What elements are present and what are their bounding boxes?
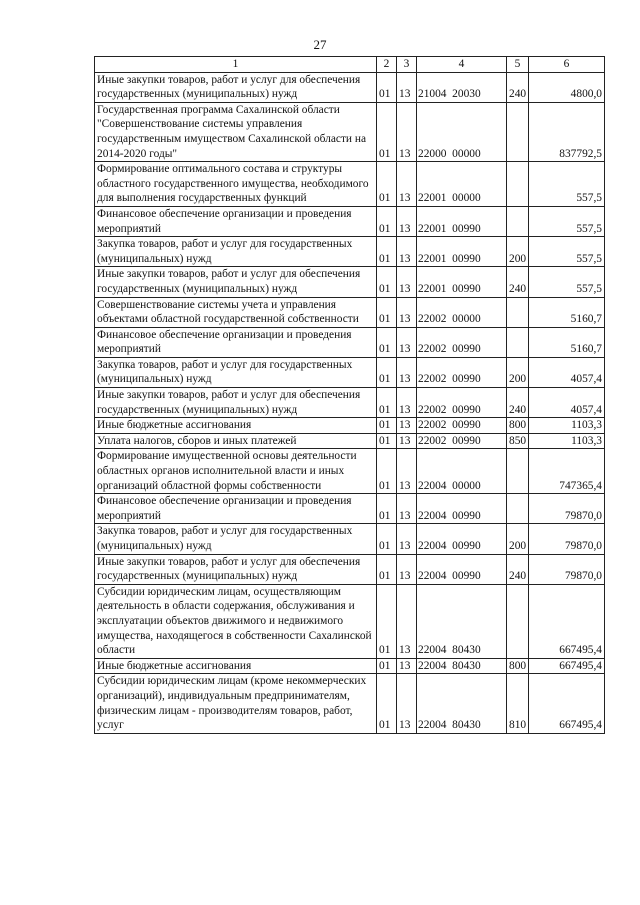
subsection-code: 13 bbox=[397, 658, 417, 674]
column-header: 1 bbox=[95, 57, 377, 73]
subsection-code: 13 bbox=[397, 674, 417, 733]
amount: 5160,7 bbox=[529, 297, 605, 327]
column-header: 5 bbox=[507, 57, 529, 73]
target-item-code: 22004 00990 bbox=[417, 554, 507, 584]
expense-type-code bbox=[507, 584, 529, 658]
target-item-code: 22001 00990 bbox=[417, 267, 507, 297]
row-description: Закупка товаров, работ и услуг для государственных (муниципальных) нужд bbox=[95, 524, 377, 554]
amount: 557,5 bbox=[529, 237, 605, 267]
target-item-code: 22002 00990 bbox=[417, 433, 507, 449]
subsection-code: 13 bbox=[397, 327, 417, 357]
target-item-code: 22001 00990 bbox=[417, 237, 507, 267]
amount: 557,5 bbox=[529, 267, 605, 297]
expense-type-code: 800 bbox=[507, 418, 529, 434]
subsection-code: 13 bbox=[397, 524, 417, 554]
table-row bbox=[95, 658, 605, 674]
table-row bbox=[95, 327, 605, 357]
subsection-code: 13 bbox=[397, 206, 417, 236]
expense-type-code: 240 bbox=[507, 267, 529, 297]
row-description: Государственная программа Сахалинской области "Совершенствование системы управления государственным имуществом Сахалинской области на 2014-2020 годы" bbox=[95, 102, 377, 161]
amount: 667495,4 bbox=[529, 674, 605, 733]
expense-type-code bbox=[507, 449, 529, 494]
section-code: 01 bbox=[377, 267, 397, 297]
expense-type-code bbox=[507, 494, 529, 524]
section-code: 01 bbox=[377, 674, 397, 733]
target-item-code: 22004 80430 bbox=[417, 584, 507, 658]
section-code: 01 bbox=[377, 327, 397, 357]
row-description: Уплата налогов, сборов и иных платежей bbox=[95, 433, 377, 449]
row-description: Финансовое обеспечение организации и проведения мероприятий bbox=[95, 327, 377, 357]
subsection-code: 13 bbox=[397, 357, 417, 387]
table-row bbox=[95, 524, 605, 554]
table-row bbox=[95, 494, 605, 524]
section-code: 01 bbox=[377, 418, 397, 434]
target-item-code: 22004 00000 bbox=[417, 449, 507, 494]
amount: 4057,4 bbox=[529, 357, 605, 387]
row-description: Иные закупки товаров, работ и услуг для обеспечения государственных (муниципальных) нужд bbox=[95, 554, 377, 584]
target-item-code: 22002 00000 bbox=[417, 297, 507, 327]
table-row bbox=[95, 267, 605, 297]
subsection-code: 13 bbox=[397, 102, 417, 161]
row-description: Закупка товаров, работ и услуг для государственных (муниципальных) нужд bbox=[95, 237, 377, 267]
column-header: 4 bbox=[417, 57, 507, 73]
table-row bbox=[95, 297, 605, 327]
target-item-code: 22004 00990 bbox=[417, 494, 507, 524]
target-item-code: 22004 00990 bbox=[417, 524, 507, 554]
expense-type-code: 810 bbox=[507, 674, 529, 733]
section-code: 01 bbox=[377, 72, 397, 102]
subsection-code: 13 bbox=[397, 267, 417, 297]
expense-type-code bbox=[507, 327, 529, 357]
row-description: Иные закупки товаров, работ и услуг для обеспечения государственных (муниципальных) нужд bbox=[95, 267, 377, 297]
amount: 4800,0 bbox=[529, 72, 605, 102]
table-row bbox=[95, 449, 605, 494]
subsection-code: 13 bbox=[397, 418, 417, 434]
subsection-code: 13 bbox=[397, 449, 417, 494]
section-code: 01 bbox=[377, 206, 397, 236]
expense-type-code: 240 bbox=[507, 72, 529, 102]
section-code: 01 bbox=[377, 433, 397, 449]
table-row bbox=[95, 433, 605, 449]
column-header: 6 bbox=[529, 57, 605, 73]
row-description: Формирование оптимального состава и структуры областного государственного имущества, необходимого для выполнения государственных функций bbox=[95, 162, 377, 207]
amount: 747365,4 bbox=[529, 449, 605, 494]
target-item-code: 22004 80430 bbox=[417, 674, 507, 733]
expense-type-code bbox=[507, 162, 529, 207]
subsection-code: 13 bbox=[397, 554, 417, 584]
expense-type-code bbox=[507, 206, 529, 236]
amount: 837792,5 bbox=[529, 102, 605, 161]
section-code: 01 bbox=[377, 584, 397, 658]
section-code: 01 bbox=[377, 494, 397, 524]
row-description: Иные закупки товаров, работ и услуг для обеспечения государственных (муниципальных) нужд bbox=[95, 72, 377, 102]
subsection-code: 13 bbox=[397, 494, 417, 524]
subsection-code: 13 bbox=[397, 162, 417, 207]
amount: 557,5 bbox=[529, 162, 605, 207]
subsection-code: 13 bbox=[397, 237, 417, 267]
expense-type-code: 240 bbox=[507, 388, 529, 418]
column-header: 3 bbox=[397, 57, 417, 73]
amount: 1103,3 bbox=[529, 418, 605, 434]
expense-type-code bbox=[507, 102, 529, 161]
row-description: Субсидии юридическим лицам, осуществляющим деятельность в области содержания, обслуживания и эксплуатации объектов движимого и недвижимого имущества, находящегося в собственности Сахалинской области bbox=[95, 584, 377, 658]
section-code: 01 bbox=[377, 357, 397, 387]
subsection-code: 13 bbox=[397, 388, 417, 418]
section-code: 01 bbox=[377, 554, 397, 584]
section-code: 01 bbox=[377, 297, 397, 327]
section-code: 01 bbox=[377, 658, 397, 674]
target-item-code: 22000 00000 bbox=[417, 102, 507, 161]
expense-type-code: 240 bbox=[507, 554, 529, 584]
table-row bbox=[95, 418, 605, 434]
subsection-code: 13 bbox=[397, 433, 417, 449]
amount: 79870,0 bbox=[529, 554, 605, 584]
section-code: 01 bbox=[377, 237, 397, 267]
amount: 1103,3 bbox=[529, 433, 605, 449]
expense-type-code bbox=[507, 297, 529, 327]
subsection-code: 13 bbox=[397, 297, 417, 327]
row-description: Субсидии юридическим лицам (кроме некоммерческих организаций), индивидуальным предпринимателям, физическим лицам - производителям товаров, работ, услуг bbox=[95, 674, 377, 733]
target-item-code: 22001 00990 bbox=[417, 206, 507, 236]
expense-type-code: 200 bbox=[507, 237, 529, 267]
expense-type-code: 850 bbox=[507, 433, 529, 449]
target-item-code: 22001 00000 bbox=[417, 162, 507, 207]
subsection-code: 13 bbox=[397, 584, 417, 658]
amount: 557,5 bbox=[529, 206, 605, 236]
subsection-code: 13 bbox=[397, 72, 417, 102]
target-item-code: 22002 00990 bbox=[417, 418, 507, 434]
amount: 5160,7 bbox=[529, 327, 605, 357]
row-description: Иные бюджетные ассигнования bbox=[95, 658, 377, 674]
row-description: Финансовое обеспечение организации и проведения мероприятий bbox=[95, 494, 377, 524]
amount: 667495,4 bbox=[529, 584, 605, 658]
budget-table bbox=[94, 56, 605, 734]
table-row bbox=[95, 584, 605, 658]
expense-type-code: 800 bbox=[507, 658, 529, 674]
row-description: Закупка товаров, работ и услуг для государственных (муниципальных) нужд bbox=[95, 357, 377, 387]
table-row bbox=[95, 206, 605, 236]
target-item-code: 22002 00990 bbox=[417, 388, 507, 418]
table-body bbox=[95, 72, 605, 733]
row-description: Совершенствование системы учета и управления объектами областной государственной собственности bbox=[95, 297, 377, 327]
amount: 4057,4 bbox=[529, 388, 605, 418]
amount: 79870,0 bbox=[529, 524, 605, 554]
table-header-row bbox=[95, 57, 605, 73]
amount: 79870,0 bbox=[529, 494, 605, 524]
expense-type-code: 200 bbox=[507, 357, 529, 387]
table-row bbox=[95, 674, 605, 733]
table-row bbox=[95, 162, 605, 207]
column-header: 2 bbox=[377, 57, 397, 73]
row-description: Иные бюджетные ассигнования bbox=[95, 418, 377, 434]
expense-type-code: 200 bbox=[507, 524, 529, 554]
target-item-code: 21004 20030 bbox=[417, 72, 507, 102]
table-row bbox=[95, 388, 605, 418]
table-row bbox=[95, 357, 605, 387]
row-description: Формирование имущественной основы деятельности областных органов исполнительной власти и иных организаций областной формы собственности bbox=[95, 449, 377, 494]
row-description: Финансовое обеспечение организации и проведения мероприятий bbox=[95, 206, 377, 236]
section-code: 01 bbox=[377, 524, 397, 554]
target-item-code: 22002 00990 bbox=[417, 327, 507, 357]
section-code: 01 bbox=[377, 102, 397, 161]
section-code: 01 bbox=[377, 388, 397, 418]
page-number: 27 bbox=[313, 37, 327, 52]
table-row bbox=[95, 102, 605, 161]
row-description: Иные закупки товаров, работ и услуг для обеспечения государственных (муниципальных) нужд bbox=[95, 388, 377, 418]
table-row bbox=[95, 72, 605, 102]
table-row bbox=[95, 237, 605, 267]
section-code: 01 bbox=[377, 449, 397, 494]
target-item-code: 22002 00990 bbox=[417, 357, 507, 387]
target-item-code: 22004 80430 bbox=[417, 658, 507, 674]
amount: 667495,4 bbox=[529, 658, 605, 674]
table-row bbox=[95, 554, 605, 584]
section-code: 01 bbox=[377, 162, 397, 207]
